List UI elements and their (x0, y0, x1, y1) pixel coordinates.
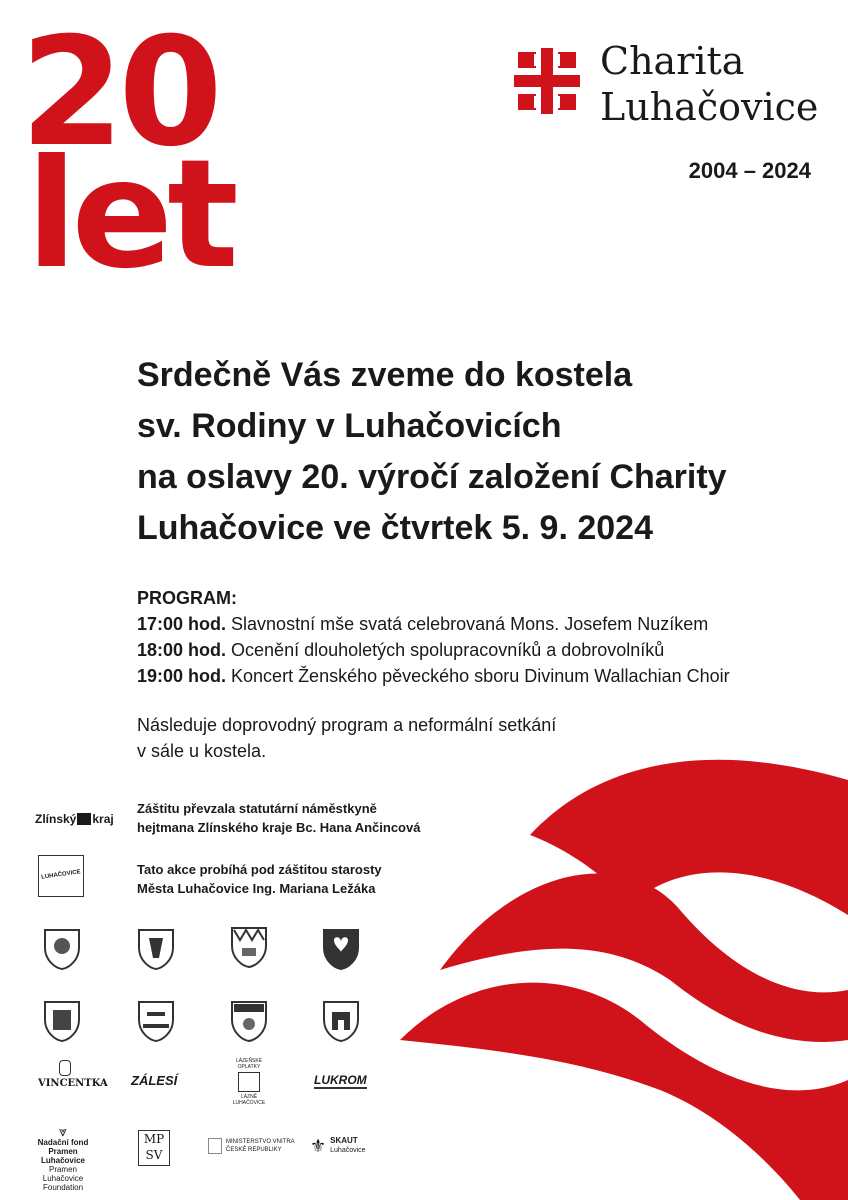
skaut-logo (310, 1136, 366, 1155)
patronage-line: Záštitu převzala statutární náměstkyně (137, 801, 377, 816)
mpsv-logo (138, 1130, 170, 1166)
logo-text: Luhačovice (330, 1147, 366, 1154)
program-text: Koncert Ženského pěveckého sboru Divinum Wallachian Choir (226, 666, 730, 686)
red-wave-graphic (380, 740, 848, 1200)
patronage-line: hejtmana Zlínského kraje Bc. Hana Ančincová (137, 820, 421, 835)
years-range: 2004 – 2024 (688, 158, 811, 183)
municipal-crest-icon (322, 1000, 360, 1042)
invitation-text (137, 350, 727, 554)
charita-logo (508, 38, 818, 128)
zlinsky-kraj-logo (35, 810, 114, 828)
municipal-crest-icon (43, 928, 81, 970)
patronage-region (137, 799, 420, 837)
program-text: Ocenění dlouholetých spolupracovníků a dobrovolníků (226, 640, 665, 660)
program-item (137, 663, 730, 689)
program-text: Slavnostní mše svatá celebrovaná Mons. Josefem Nuzíkem (226, 614, 709, 634)
fleur-de-lis-icon: ⚜ (310, 1135, 327, 1156)
ministerstvo-vnitra-logo (208, 1138, 295, 1154)
municipal-crest-icon (137, 928, 175, 970)
patronage-line: Města Luhačovice Ing. Mariana Ležáka (137, 881, 376, 896)
program-heading: PROGRAM: (137, 588, 237, 608)
logo-text: SV (145, 1148, 163, 1162)
logo-text: SKAUT (330, 1136, 358, 1145)
vincentka-logo (38, 1060, 108, 1089)
program-item (137, 611, 730, 637)
logo-text: MINISTERSTVO VNITRA (226, 1139, 295, 1145)
municipal-crest-icon (230, 926, 268, 968)
logo-text: kraj (92, 812, 114, 826)
logo-text: LÁZEŇSKÉ OPLATKY (235, 1058, 263, 1070)
municipal-crest-icon (137, 1000, 175, 1042)
ministry-emblem-icon (208, 1138, 222, 1154)
follow-line: Následuje doprovodný program a neformální setkání (137, 715, 557, 735)
nadacni-fond-logo (34, 1124, 92, 1192)
bottle-icon (59, 1060, 71, 1076)
anniversary-word: let (26, 128, 233, 302)
logo-text: Pramen Luhačovice (40, 1147, 85, 1165)
municipal-crest-icon (230, 1000, 268, 1042)
municipal-crest-icon (43, 1000, 81, 1042)
patronage-line: Tato akce probíhá pod záštitou starosty (137, 862, 382, 877)
program-item (137, 637, 730, 663)
logo-line-1: Charita (600, 39, 745, 83)
program-time: 18:00 hod. (137, 640, 227, 660)
logo-text: Zlínský (35, 812, 77, 826)
invitation-line: Luhačovice ve čtvrtek 5. 9. 2024 (137, 509, 653, 547)
logo-text: MP (143, 1132, 165, 1146)
colonnade-icon (238, 1072, 260, 1092)
logo-text: ČESKÉ REPUBLIKY (226, 1147, 282, 1153)
logo-text: Nadační fond (37, 1138, 89, 1147)
logo-text: LUHAČOVICE (40, 869, 82, 881)
logo-text: LÁZNĚ LUHAČOVICE (232, 1094, 266, 1106)
program-section (137, 585, 730, 689)
logo-line-2: Luhačovice (600, 85, 819, 129)
invitation-line: Srdečně Vás zveme do kostela (137, 356, 633, 394)
logo-text: Pramen Luhačovice (42, 1165, 84, 1183)
anniversary-number: 20 (20, 6, 217, 180)
zalesi-logo: ZÁLESÍ (131, 1073, 178, 1088)
patronage-town (137, 860, 382, 898)
charita-cross-icon (508, 42, 586, 120)
logo-text: VINCENTKA (38, 1078, 108, 1089)
invitation-line: sv. Rodiny v Luhačovicích (137, 407, 562, 445)
program-time: 19:00 hod. (137, 666, 227, 686)
lukrom-logo: LUKROM (314, 1073, 367, 1087)
follow-line: v sále u kostela. (137, 741, 267, 761)
pramen-icon: ⩔ (59, 1123, 67, 1139)
program-time: 17:00 hod. (137, 614, 227, 634)
lazne-oplatky-logo (228, 1058, 270, 1106)
invitation-line: na oslavy 20. výročí založení Charity (137, 458, 727, 496)
luhacovice-logo (38, 855, 84, 897)
logo-text: Foundation (42, 1183, 84, 1192)
municipal-crest-icon (322, 928, 360, 970)
